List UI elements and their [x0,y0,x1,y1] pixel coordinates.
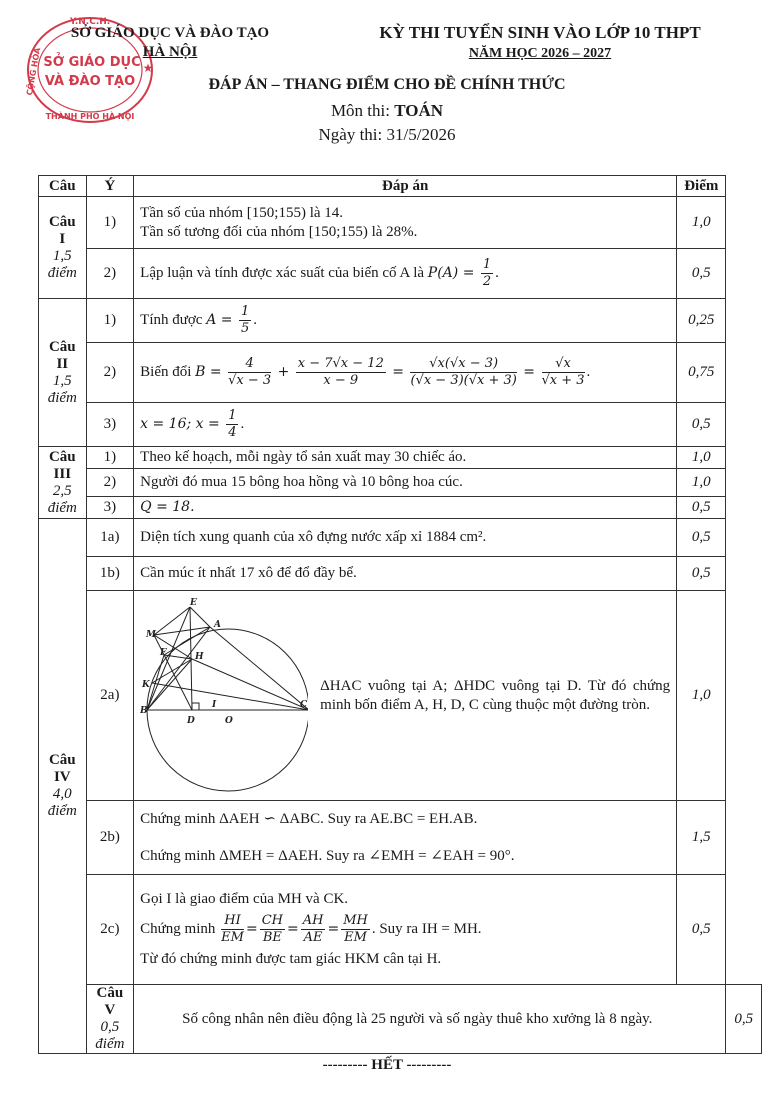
table-row: Câu I 1,5 điểm 1) Tần số của nhóm [150;155) là 14. Tần số tương đối của nhóm [150;155) là 28%. 1,0 [39,197,762,249]
svg-text:B: B [140,705,148,716]
svg-text:F: F [160,647,167,658]
score-cell: 1,0 [677,591,726,801]
score-cell: 0,5 [677,497,726,519]
subject-line: Môn thi: TOÁN [330,101,444,120]
svg-text:K: K [142,679,150,690]
table-row: 3) Q = 18. 0,5 [39,497,762,519]
header-y: Ý [86,176,134,197]
question-cell: Câu III 2,5 điểm [39,447,87,519]
header-diem: Điểm [677,176,726,197]
score-cell: 0,5 [677,519,726,557]
score-cell: 0,75 [677,343,726,403]
answer-cell: Chứng minh ΔAEH ∽ ΔABC. Suy ra AE.BC = EH.AB. Chứng minh ΔMEH = ΔAEH. Suy ra ∠EMH = ∠EAH = 90°. [134,801,677,875]
question-cell: Câu I 1,5 điểm [39,197,87,299]
subject-name: TOÁN [394,101,444,120]
svg-text:H: H [195,651,204,662]
table-row: Câu IV 4,0 điểm 1a) Diện tích xung quanh của xô đựng nước xấp xỉ 1884 cm². 0,5 [39,519,762,557]
svg-text:SỞ GIÁO DỤC: SỞ GIÁO DỤC [43,55,141,70]
question-cell: Câu II 1,5 điểm [39,299,87,447]
svg-text:CỘNG HÒA: CỘNG HÒA [24,47,43,97]
svg-text:M: M [146,629,157,640]
table-row: Câu III 2,5 điểm 1) Theo kế hoạch, mỗi ngày tổ sản xuất may 30 chiếc áo. 1,0 [39,447,762,469]
score-cell: 0,5 [677,403,726,447]
svg-text:Y.N.C.H.: Y.N.C.H. [69,17,111,27]
table-header-row [39,176,762,197]
svg-text:★: ★ [142,61,154,75]
score-cell: 0,5 [726,985,762,1054]
answer-cell: Diện tích xung quanh của xô đựng nước xấp xỉ 1884 cm². [134,519,677,557]
table-row: 2a) E A M F H K B D I O C ΔHAC vuông tại A; ΔHDC vuông tại D. Từ đó chứng minh bốn điểm A, H, D, C cùng thuộc một đường tròn. 1,0 [39,591,762,801]
exam-header [320,22,760,64]
svg-text:O: O [225,715,233,726]
table-row: 2) Lập luận và tính được xác suất của biến cố A là P(A) = $\frac{1}{2}$ . 0,5 [39,249,762,299]
geometry-figure [140,597,308,795]
question-cell: Câu IV 4,0 điểm [39,519,87,1054]
svg-text:A: A [214,619,222,630]
table-row: 2c) Gọi I là giao điểm của MH và CK. Chứng minh $\frac{HI}{EM}$ = $\frac{CH}{BE}$ = $\frac{AH}{AE}$ = $\frac{MH}{EM}$ . Suy ra IH = MH. Từ đó chứng minh được tam giác HKM cân tại H. 0,5 [39,875,762,985]
answer-cell: Người đó mua 15 bông hoa hồng và 10 bông hoa cúc. [134,469,677,497]
answer-cell: Gọi I là giao điểm của MH và CK. Chứng minh $\frac{HI}{EM}$ = $\frac{CH}{BE}$ = $\frac{AH}{AE}$ = $\frac{MH}{EM}$ . Suy ra IH = MH. Từ đó chứng minh được tam giác HKM cân tại H. [134,875,677,985]
svg-text:I: I [212,699,217,710]
score-cell: 0,25 [677,299,726,343]
table-row: 2b) Chứng minh ΔAEH ∽ ΔABC. Suy ra AE.BC = EH.AB. Chứng minh ΔMEH = ΔAEH. Suy ra ∠EMH = ∠EAH = 90°. 1,5 [39,801,762,875]
score-cell: 0,5 [677,875,726,985]
answer-cell: Lập luận và tính được xác suất của biến cố A là P(A) = $\frac{1}{2}$ . [134,249,677,299]
score-cell: 1,5 [677,801,726,875]
score-cell: 1,0 [677,197,726,249]
org-name-line1: SỞ GIÁO DỤC VÀ ĐÀO TẠO [70,25,270,41]
exam-date: Ngày thi: 31/5/2026 [318,125,456,144]
score-cell: 1,0 [677,469,726,497]
table-row: 1b) Cần múc ít nhất 17 xô để đổ đầy bể. 0,5 [39,557,762,591]
answer-cell: Số công nhân nên điều động là 25 người và số ngày thuê kho xưởng là 8 ngày. [134,985,726,1054]
table-row: 2) Người đó mua 15 bông hoa hồng và 10 bông hoa cúc. 1,0 [39,469,762,497]
answer-cell: x = 16; x = $\frac{1}{4}$ . [134,403,677,447]
svg-text:D: D [187,715,195,726]
answer-table [38,175,762,1054]
answer-cell: Theo kế hoạch, mỗi ngày tổ sản xuất may 30 chiếc áo. [134,447,677,469]
score-cell: 0,5 [677,557,726,591]
table-row: Câu II 1,5 điểm 1) Tính được A = $\frac{1}{5}$ . 0,25 [39,299,762,343]
answer-cell: Tính được A = $\frac{1}{5}$ . [134,299,677,343]
organization-header [40,24,300,62]
document-title: ĐÁP ÁN – THANG ĐIỂM CHO ĐỀ CHÍNH THỨC [208,76,566,93]
table-row [39,985,762,1054]
org-name-line2: HÀ NỘI [142,44,198,60]
header-cau: Câu [39,176,87,197]
answer-cell: E A M F H K B D I O C ΔHAC vuông tại A; ΔHDC vuông tại D. Từ đó chứng minh bốn điểm A, H, D, C cùng thuộc một đường tròn. [134,591,677,801]
question-cell: Câu V 0,5 điểm [86,985,134,1054]
svg-text:THÀNH PHỐ HÀ NỘI: THÀNH PHỐ HÀ NỘI [45,112,135,121]
answer-cell: Q = 18. [134,497,677,519]
score-cell: 1,0 [677,447,726,469]
exam-title: KỲ THI TUYỂN SINH VÀO LỚP 10 THPT [379,23,701,42]
answer-cell: Cần múc ít nhất 17 xô để đổ đầy bể. [134,557,677,591]
svg-text:E: E [190,597,198,608]
school-year: NĂM HỌC 2026 – 2027 [468,46,612,61]
table-row: 2) Biến đổi B = $\frac{4}{√x - 3}$ + $\frac{x - 7√x - 12}{x - 9}$ = $\frac{√x(√x - 3)}{(√x - 3)(√x + 3)}$ = $\frac{√x}{√x + 3}$ . 0,75 [39,343,762,403]
table-row: 3) x = 16; x = $\frac{1}{4}$ . 0,5 [39,403,762,447]
answer-cell: Biến đổi B = $\frac{4}{√x - 3}$ + $\frac{x - 7√x - 12}{x - 9}$ = $\frac{√x(√x - 3)}{(√x - 3)(√x + 3)}$ = $\frac{√x}{√x + 3}$ . [134,343,677,403]
end-marker: --------- HẾT --------- [322,1057,452,1073]
answer-cell: Tần số của nhóm [150;155) là 14. Tần số tương đối của nhóm [150;155) là 28%. [134,197,677,249]
svg-text:VÀ ĐÀO TẠO: VÀ ĐÀO TẠO [44,74,136,89]
header-dap-an: Đáp án [134,176,677,197]
score-cell: 0,5 [677,249,726,299]
svg-text:C: C [300,699,308,710]
